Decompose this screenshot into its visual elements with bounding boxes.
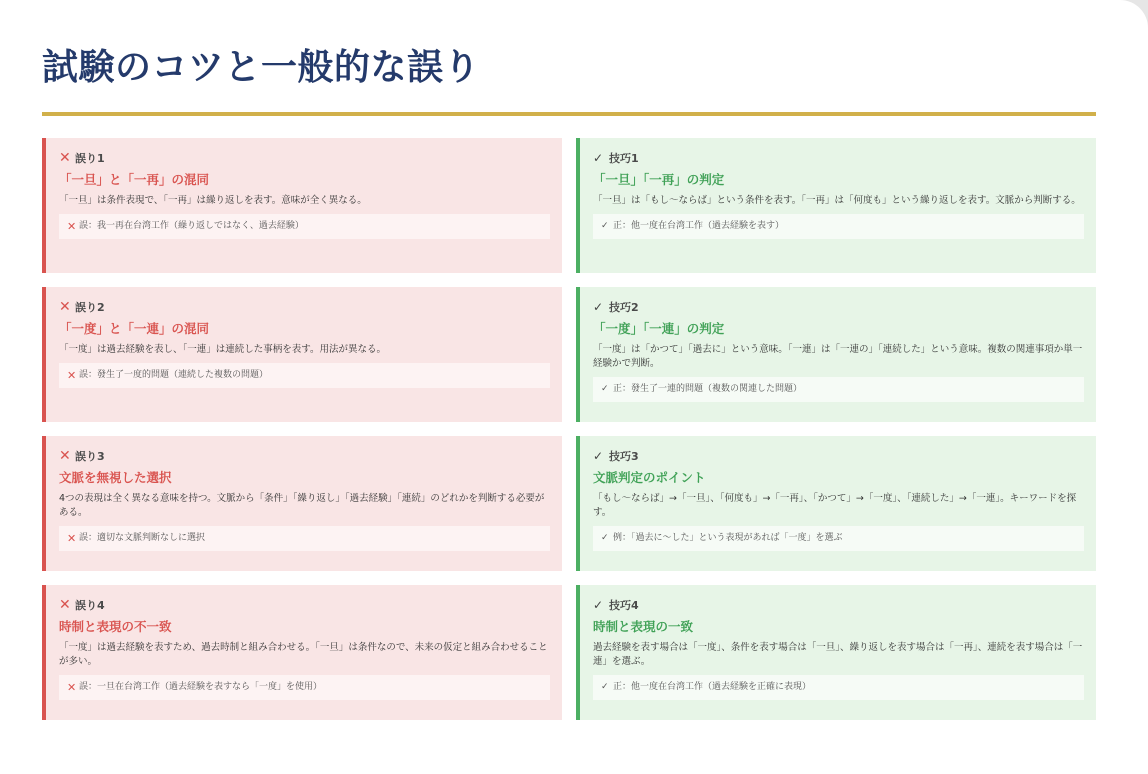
check-icon: ✓ (601, 533, 609, 543)
tip-example-text: 正：他一度在台湾工作（過去経験を正確に表現） (613, 682, 812, 692)
mistake-example-text: 誤：我一再在台湾工作（繰り返しではなく、過去経験） (79, 221, 304, 231)
mistake-heading: 「一度」と「一連」の混同 (59, 321, 210, 336)
tip-example-text: 正：發生了一連的問題（複数の関連した問題） (613, 384, 803, 394)
tip-card-2 (576, 287, 1096, 422)
mistake-tag-label: 誤り1 (75, 152, 105, 165)
mistake-card-4 (42, 585, 562, 720)
mistake-tag-label: 誤り2 (75, 301, 105, 314)
mistake-example-text: 誤：適切な文脈判断なしに選択 (79, 533, 206, 543)
tip-tag-label: 技巧2 (609, 301, 639, 314)
mistake-card-3 (42, 436, 562, 571)
mistake-example (59, 214, 550, 239)
cross-icon: ✕ (67, 681, 77, 694)
check-icon: ✓ (601, 384, 609, 394)
tip-example-text: 正：他一度在台湾工作（過去経験を表す） (613, 221, 785, 231)
mistake-card-2 (42, 287, 562, 422)
mistake-example (59, 675, 550, 700)
tip-example (593, 526, 1084, 551)
cross-icon: ✕ (59, 597, 71, 613)
tip-tag-label: 技巧1 (609, 152, 639, 165)
mistake-heading: 時制と表現の不一致 (59, 619, 172, 634)
mistake-tag-3 (59, 448, 550, 464)
mistake-example (59, 526, 550, 551)
title-divider (42, 112, 1096, 116)
tip-card-3 (576, 436, 1096, 571)
check-icon: ✓ (601, 221, 609, 231)
tip-tag-label: 技巧4 (609, 599, 639, 612)
tip-card-1 (576, 138, 1096, 273)
mistake-example (59, 363, 550, 388)
mistake-example-text: 誤：發生了一度的問題（連続した複数の問題） (79, 370, 269, 380)
tip-example-text: 例：「過去に〜した」という表現があれば「一度」を選ぶ (613, 533, 843, 543)
mistake-heading: 「一旦」と「一再」の混同 (59, 172, 210, 187)
mistake-tag-2 (59, 299, 550, 315)
check-icon: ✓ (593, 449, 604, 463)
tip-heading: 「一旦」「一再」の判定 (593, 172, 725, 187)
tip-tag-3 (593, 448, 1084, 464)
tip-example (593, 377, 1084, 402)
cross-icon: ✕ (67, 220, 77, 233)
cross-icon: ✕ (59, 299, 71, 315)
cross-icon: ✕ (67, 369, 77, 382)
check-icon: ✓ (601, 682, 609, 692)
tip-example (593, 214, 1084, 239)
tip-tag-label: 技巧3 (609, 450, 639, 463)
tip-description: 「一旦」は「もし〜ならば」という条件を表す。「一再」は「何度も」という繰り返しを表す。文脈から判断する。 (593, 195, 1081, 206)
mistake-tag-label: 誤り3 (75, 450, 105, 463)
tip-heading: 時制と表現の一致 (593, 619, 694, 634)
mistake-description: 4つの表現は全く異なる意味を持つ。文脈から「条件」「繰り返し」「過去経験」「連続」のどれかを判断する必要がある。 (59, 493, 545, 518)
mistake-example-text: 誤：一旦在台湾工作（過去経験を表すなら「一度」を使用） (79, 682, 323, 692)
page-title: 試験のコツと一般的な誤り (42, 47, 481, 88)
tip-heading: 「一度」「一連」の判定 (593, 321, 725, 336)
cross-icon: ✕ (67, 532, 77, 545)
mistake-card-1 (42, 138, 562, 273)
tip-tag-4 (593, 597, 1084, 613)
tip-description: 「一度」は「かつて」「過去に」という意味。「一連」は「一連の」「連続した」という意味。複数の関連事項か単一経験かで判断。 (593, 344, 1083, 369)
cross-icon: ✕ (59, 150, 71, 166)
tip-description: 「もし〜ならば」→「一旦」、「何度も」→「一再」、「かつて」→「一度」、「連続した」→「一連」。キーワードを探す。 (593, 493, 1077, 518)
tip-tag-2 (593, 299, 1084, 315)
tip-card-4 (576, 585, 1096, 720)
tips-mistakes-grid (42, 138, 1096, 720)
tip-description: 過去経験を表す場合は「一度」、条件を表す場合は「一旦」、繰り返しを表す場合は「一再」、連続を表す場合は「一連」を選ぶ。 (593, 642, 1083, 667)
mistake-tag-label: 誤り4 (75, 599, 105, 612)
mistake-tag-1 (59, 150, 550, 166)
mistake-tag-4 (59, 597, 550, 613)
mistake-description: 「一旦」は条件表現で、「一再」は繰り返しを表す。意味が全く異なる。 (59, 195, 367, 206)
cross-icon: ✕ (59, 448, 71, 464)
mistake-description: 「一度」は過去経験を表すため、過去時制と組み合わせる。「一旦」は条件なので、未来の仮定と組み合わせることが多い。 (59, 642, 548, 667)
tip-tag-1 (593, 150, 1084, 166)
tip-heading: 文脈判定のポイント (593, 470, 706, 485)
tip-example (593, 675, 1084, 700)
check-icon: ✓ (593, 151, 604, 165)
mistake-description: 「一度」は過去経験を表し、「一連」は連続した事柄を表す。用法が異なる。 (59, 344, 386, 355)
mistake-heading: 文脈を無視した選択 (59, 470, 172, 485)
check-icon: ✓ (593, 300, 604, 314)
check-icon: ✓ (593, 598, 604, 612)
